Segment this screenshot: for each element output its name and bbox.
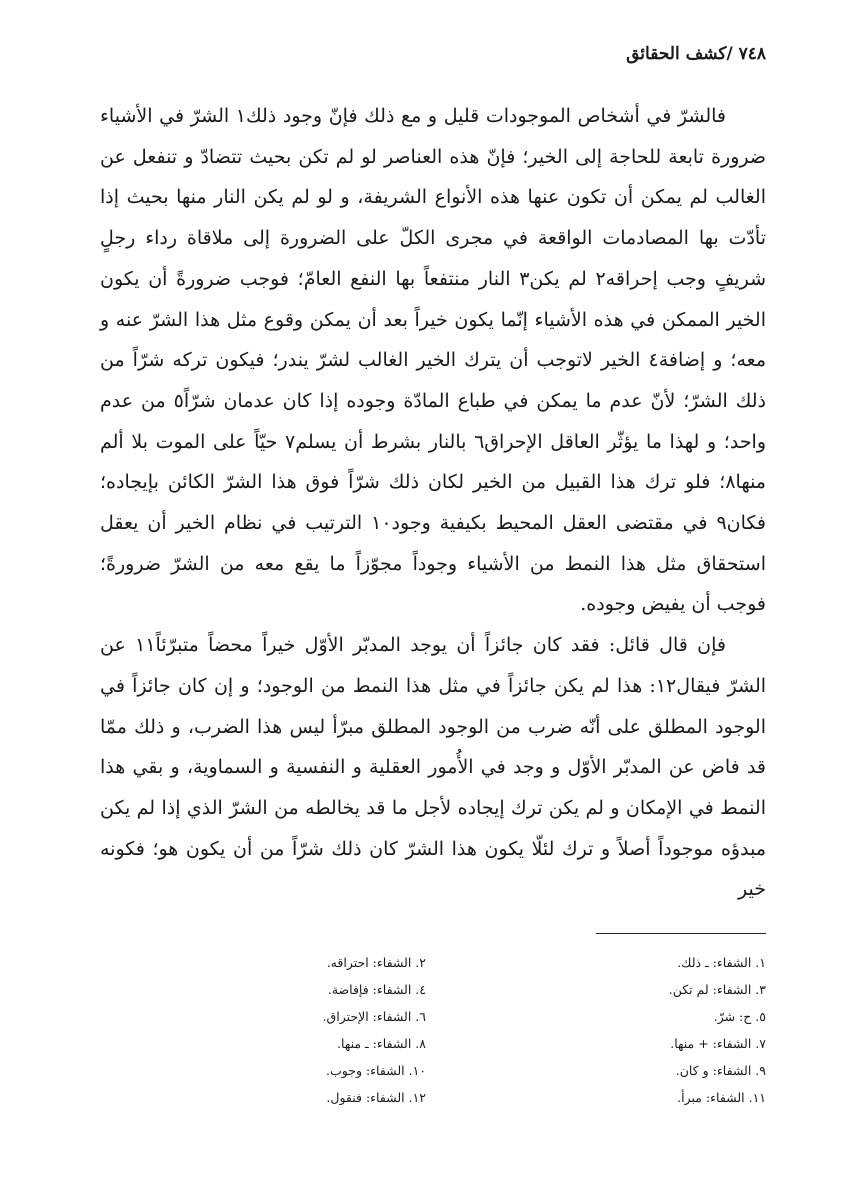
footnote-6: ٦. الشفاء: الإحتراق. <box>322 1009 426 1024</box>
footnote-5: ٥. ح: شرّ. <box>713 1009 766 1024</box>
footnote-10: ١٠. الشفاء: وجوب. <box>326 1063 426 1078</box>
footnote-7: ٧. الشفاء: + منها. <box>670 1036 766 1051</box>
footnote-4: ٤. الشفاء: فإفاضة. <box>327 982 426 997</box>
footnote-9: ٩. الشفاء: و كان. <box>675 1063 766 1078</box>
footnote-3: ٣. الشفاء: لم تكن. <box>668 982 766 997</box>
footnotes <box>246 949 766 1111</box>
footnote-11: ١١. الشفاء: مبرأ. <box>677 1090 766 1105</box>
footnote-2: ٢. الشفاء: احتراقه. <box>326 955 426 970</box>
footnote-separator <box>596 933 766 934</box>
paragraph: فالشرّ في أشخاص الموجودات قليل و مع ذلك فإنّ وجود ذلك١ الشرّ في الأشياء ضرورة تابعة للحاجة إلى الخير؛ فإنّ هذه العناصر لو لم تكن بحيث تتضادّ و تنفعل عن الغالب لم يمكن أن تكون عنها هذه الأنواع الشريفة، و لو لم يكن النار منها بحيث إذا تأدّت بها المصادمات الواقعة في مجرى الكلّ على الضرورة إلى ملاقاة رداء رجلٍ شريفٍ وجب إحراقه٢ لم يكن٣ النار منتفعاً بها النفع العامّ؛ فوجب ضرورةً أن يكون الخير الممكن في هذه الأشياء إنّما يكون خيراً بعد أن يمكن وقوع مثل هذا الشرّ عنه و معه؛ و إضافة٤ الخير لاتوجب أن يترك الخير الغالب لشرّ يندر؛ فيكون تركه شرّاً من ذلك الشرّ؛ لأنّ عدم ما يمكن في طباع المادّة وجوده إذا كان عدمان شرّاً٥ من عدم واحد؛ و لهذا ما يؤثّر العاقل الإحراق٦ بالنار بشرط أن يسلم٧ حيّاً على الموت بلا ألم منها٨؛ فلو ترك هذا القبيل من الخير لكان ذلك شرّاً فوق هذا الشرّ الكائن بإيجاده؛ فكان٩ في مقتضى العقل المحيط بكيفية وجود١٠ الترتيب في نظام الخير أن يعقل استحقاق مثل هذا النمط من الأشياء وجوداً مجوّزاً ما يقع معه من الشرّ ضرورةً؛ فوجب أن يفيض وجوده. <box>100 105 767 616</box>
main-text <box>100 96 766 910</box>
footnote-8: ٨. الشفاء: ـ منها. <box>337 1036 426 1051</box>
footnote-1: ١. الشفاء: ـ ذلك. <box>677 955 766 970</box>
footnote-12: ١٢. الشفاء: فنقول. <box>326 1090 426 1105</box>
paragraph: فإن قال قائل: فقد كان جائزاً أن يوجد المدبّر الأوّل خيراً محضاً متبرّئاً١١ عن الشرّ فيقال١٢: هذا لم يكن جائزاً في مثل هذا النمط من الوجود؛ و إن كان جائزاً في الوجود المطلق على أنّه ضرب من الوجود المطلق مبرّأ ليس هذا الضرب، و ذلك ممّا قد فاض عن المدبّر الأوّل و وجد في الأُمور العقلية و النفسية و السماوية، و بقي هذا النمط في الإمكان و لم يكن ترك إيجاده لأجل ما قد يخالطه من الشرّ الذي إذا لم يكن مبدؤه موجوداً أصلاً و ترك لئلّا يكون هذا الشرّ كان ذلك شرّاً من أن يكون هو؛ فكونه خير <box>100 634 767 901</box>
running-header: ٧٤٨ /كشف الحقائق <box>626 44 766 64</box>
